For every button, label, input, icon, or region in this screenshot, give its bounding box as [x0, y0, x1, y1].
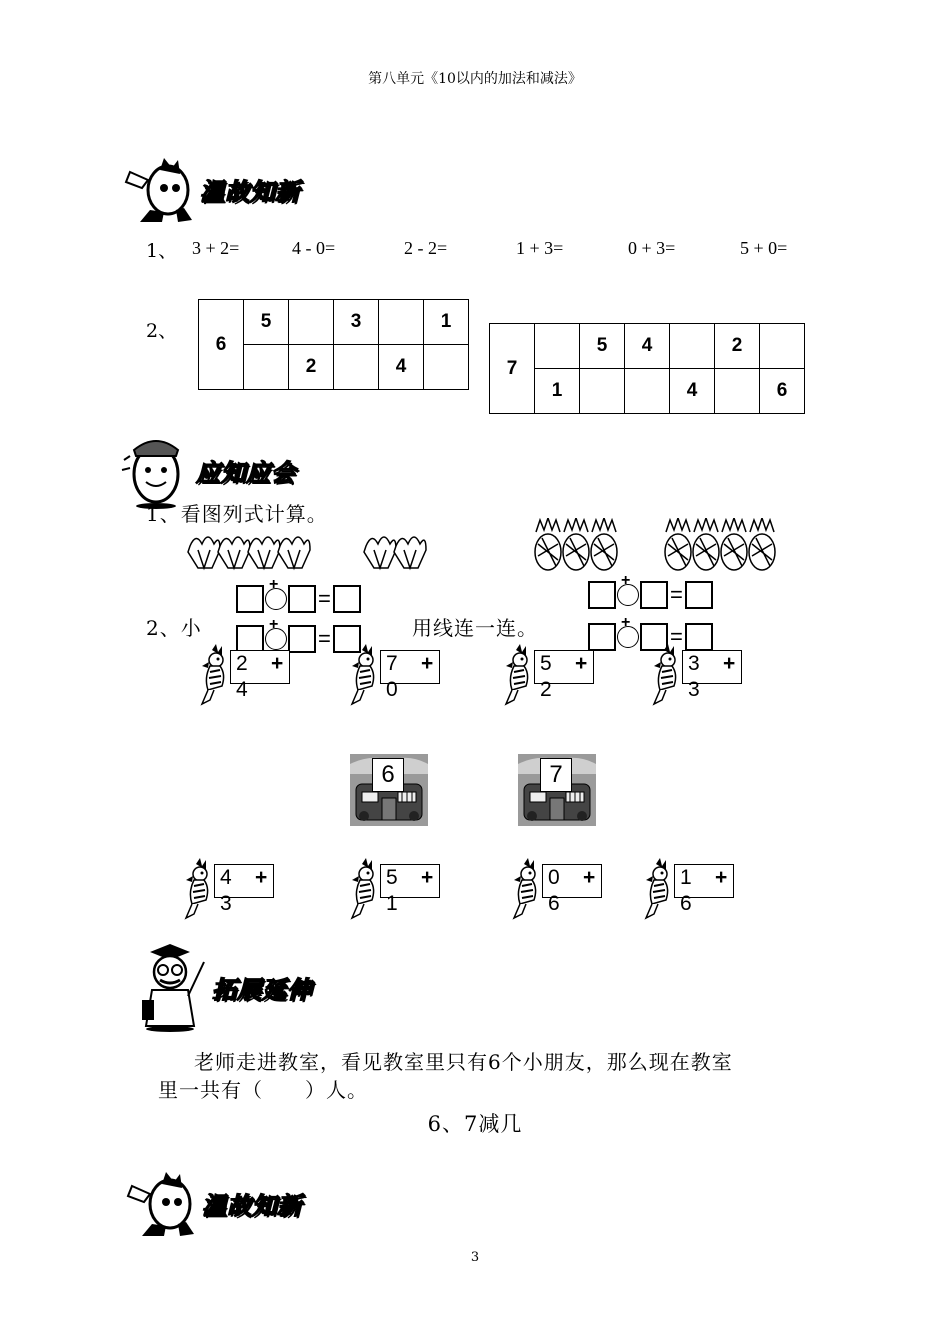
- equals-sign: =: [318, 586, 331, 611]
- operator-circle[interactable]: [617, 626, 639, 648]
- answer-box[interactable]: [640, 581, 668, 609]
- grid-cell: 3: [334, 300, 379, 345]
- bird-card[interactable]: [346, 858, 446, 922]
- bird-icon: [640, 858, 676, 922]
- section-title: 拓展延伸: [212, 975, 312, 1004]
- addend-b: 0: [386, 678, 398, 701]
- operator-circle[interactable]: [265, 588, 287, 610]
- operator: +: [715, 866, 728, 889]
- bird-card[interactable]: [180, 858, 280, 922]
- pineapple-picture: [530, 518, 780, 574]
- addend-a: 1: [680, 866, 692, 889]
- addend-b: 6: [680, 892, 692, 915]
- bird-card[interactable]: [648, 644, 748, 708]
- addend-a: 4: [220, 866, 232, 889]
- addend-a: 5: [540, 652, 552, 675]
- grid-cell: [379, 300, 424, 345]
- equation: 0 + 3=: [628, 238, 676, 258]
- grid-cell: 1: [535, 369, 580, 414]
- addend-b: 3: [220, 892, 232, 915]
- operator: +: [583, 866, 596, 889]
- answer-box[interactable]: [685, 581, 713, 609]
- bird-card[interactable]: [346, 644, 446, 708]
- grid-cell: 2: [289, 345, 334, 390]
- page-number: 3: [470, 1250, 480, 1265]
- bird-card[interactable]: [508, 858, 608, 922]
- section-badge-review: [120, 152, 300, 226]
- addend-b: 6: [548, 892, 560, 915]
- answer-box[interactable]: [236, 585, 264, 613]
- addend-b: 3: [688, 678, 700, 701]
- grid-cell: [625, 369, 670, 414]
- number-split-grid-7: [489, 323, 805, 414]
- grid-cell: 5: [580, 324, 625, 369]
- grid-cell: 4: [625, 324, 670, 369]
- section-badge-extension: [132, 942, 312, 1032]
- grid-cell: [670, 324, 715, 369]
- question-2-label: 2、: [146, 320, 178, 342]
- word-problem-line-2: 里一共有（ ）人。: [158, 1078, 368, 1102]
- grid-cell: [760, 324, 805, 369]
- equation: 4 - 0=: [292, 238, 336, 258]
- bird-icon: [346, 858, 382, 922]
- equation: 3 + 2=: [192, 238, 240, 258]
- bird-icon: [196, 644, 232, 708]
- grid-cell: [244, 345, 289, 390]
- equals-sign: =: [670, 624, 683, 649]
- grid-cell: [580, 369, 625, 414]
- pointing-mascot-icon: [122, 1166, 200, 1240]
- operator: +: [421, 652, 434, 675]
- grid-cell: 6: [760, 369, 805, 414]
- page-header: 第八单元《10以内的加法和减法》: [368, 71, 582, 87]
- question-2-prefix: 2、小: [146, 616, 202, 640]
- equation: 2 - 2=: [404, 238, 448, 258]
- house-number: 6: [372, 758, 404, 792]
- section-title: 应知应会: [196, 458, 296, 487]
- addend-a: 0: [548, 866, 560, 889]
- operator-circle[interactable]: [617, 584, 639, 606]
- bird-card[interactable]: [500, 644, 600, 708]
- bird-card[interactable]: [640, 858, 740, 922]
- grid-cell: [715, 369, 760, 414]
- number-split-grid-6: [198, 299, 469, 390]
- answer-box[interactable]: [333, 585, 361, 613]
- operator: +: [421, 866, 434, 889]
- question-1-label: 1、: [146, 240, 178, 262]
- equation: 5 + 0=: [740, 238, 788, 258]
- section-title: 温故知新: [200, 177, 300, 206]
- bird-icon: [500, 644, 536, 708]
- question-1-prompt: 1、看图列式计算。: [146, 502, 328, 526]
- answer-box[interactable]: [288, 585, 316, 613]
- grid-cell: [424, 345, 469, 390]
- addend-b: 4: [236, 678, 248, 701]
- grid-key: 7: [490, 324, 535, 414]
- section-title: 温故知新: [202, 1191, 302, 1220]
- operator: +: [255, 866, 268, 889]
- grid-cell: 2: [715, 324, 760, 369]
- grid-cell: 4: [379, 345, 424, 390]
- teacher-mascot-icon: [132, 942, 210, 1032]
- addend-a: 3: [688, 652, 700, 675]
- section-badge-review: [122, 1166, 302, 1240]
- grid-cell: [289, 300, 334, 345]
- equation: 1 + 3=: [516, 238, 564, 258]
- answer-formula: [236, 585, 361, 613]
- answer-formula: [588, 581, 713, 609]
- operator: +: [575, 652, 588, 675]
- cabbage-picture: [186, 530, 436, 574]
- addend-b: 1: [386, 892, 398, 915]
- operator: +: [723, 652, 736, 675]
- answer-box[interactable]: [588, 581, 616, 609]
- pointing-mascot-icon: [120, 152, 198, 226]
- addend-a: 5: [386, 866, 398, 889]
- bird-icon: [508, 858, 544, 922]
- word-problem-line-1: 老师走进教室，看见教室里只有6个小朋友，那么现在教室: [194, 1050, 733, 1074]
- bird-icon: [648, 644, 684, 708]
- grid-cell: 5: [244, 300, 289, 345]
- grid-cell: [334, 345, 379, 390]
- number-house[interactable]: [518, 754, 596, 826]
- grid-key: 6: [199, 300, 244, 390]
- addend-b: 2: [540, 678, 552, 701]
- house-number: 7: [540, 758, 572, 792]
- number-house[interactable]: [350, 754, 428, 826]
- bird-icon: [346, 644, 382, 708]
- equals-sign: =: [670, 582, 683, 607]
- operator: +: [271, 652, 284, 675]
- grid-cell: [535, 324, 580, 369]
- addend-a: 7: [386, 652, 398, 675]
- addend-a: 2: [236, 652, 248, 675]
- lesson-subtitle: 6、7减几: [427, 1112, 523, 1136]
- equals-sign: =: [318, 626, 331, 651]
- grid-cell: 4: [670, 369, 715, 414]
- bird-icon: [180, 858, 216, 922]
- bird-card[interactable]: [196, 644, 296, 708]
- grid-cell: 1: [424, 300, 469, 345]
- question-2-suffix: 用线连一连。: [412, 616, 538, 640]
